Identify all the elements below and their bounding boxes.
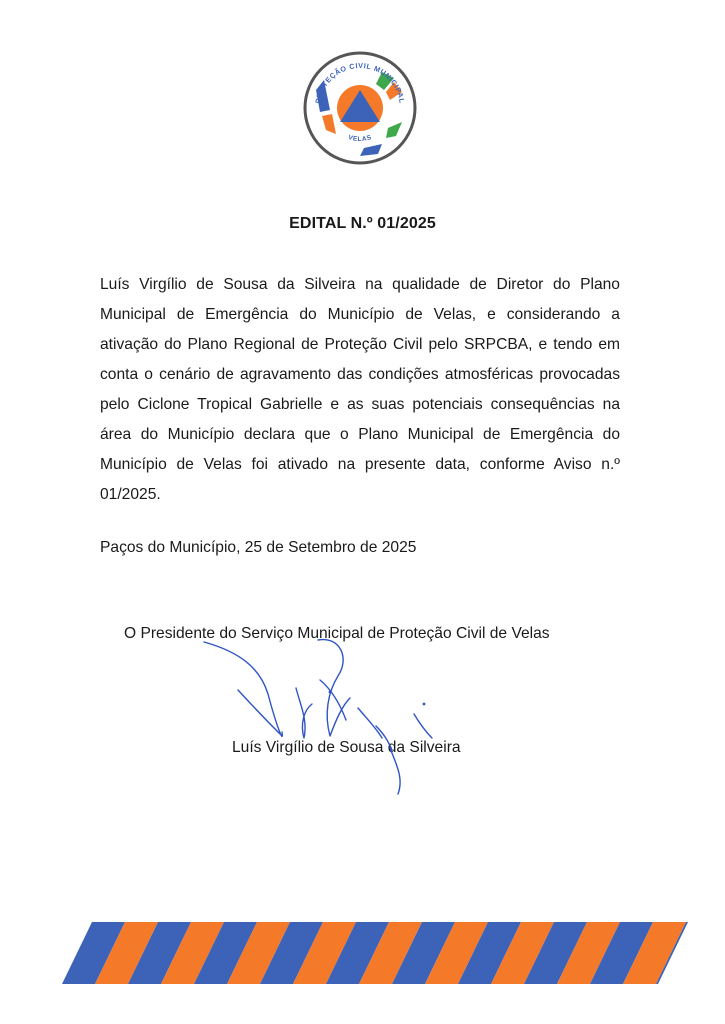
handwritten-signature: [200, 628, 460, 808]
signature-mark-icon: [200, 628, 460, 808]
diagonal-stripes-decoration: [0, 910, 725, 990]
document-title: EDITAL N.º 01/2025: [289, 215, 436, 232]
signer-name: Luís Virgílio de Sousa da Silveira: [232, 739, 461, 756]
svg-text:PROTEÇÃO CIVIL MUNICIPAL: PROTEÇÃO CIVIL MUNICIPAL: [313, 60, 407, 105]
civil-protection-logo: [302, 50, 418, 166]
document-body: Luís Virgílio de Sousa da Silveira na qualidade de Diretor do Plano Municipal de Emergência do Município de Velas, e considerando a ativação do Plano Regional de Proteção Civil pelo SRPCBA, e tendo em conta o cenário de agravamento das condições atmosféricas provocadas pelo Ciclone Tropical Gabrielle e as suas potenciais consequências na área do Município declara que o Plano Municipal de Emergência do Município de Velas foi ativado na presente data, conforme Aviso n.º 01/2025.: [100, 276, 620, 503]
place-and-date: Paços do Município, 25 de Setembro de 2025: [100, 539, 417, 556]
svg-text:VELAS: VELAS: [347, 134, 373, 144]
footer-stripes: [0, 910, 725, 990]
signer-role: O Presidente do Serviço Municipal de Proteção Civil de Velas: [124, 625, 550, 642]
civil-protection-emblem-icon: [302, 50, 418, 166]
